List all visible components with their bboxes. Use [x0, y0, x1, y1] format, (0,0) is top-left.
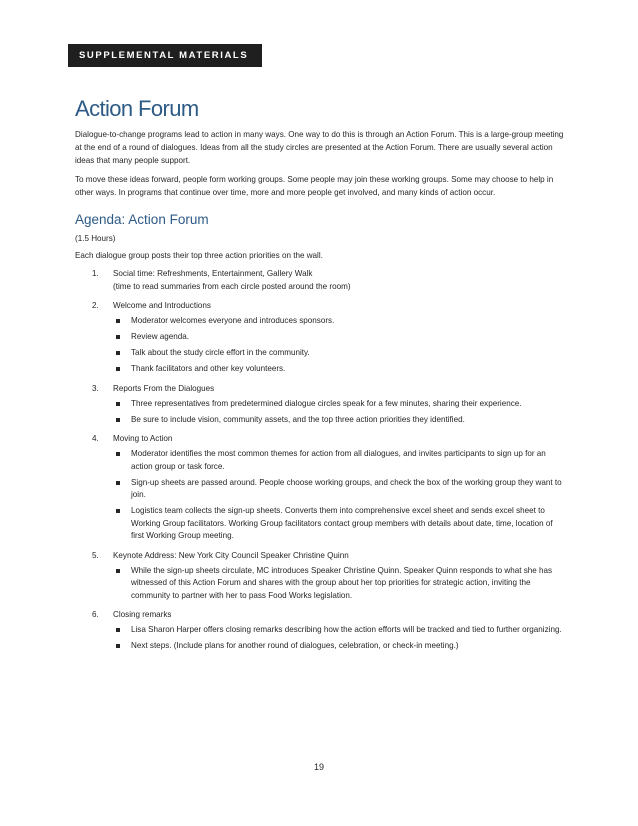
- step-bullets: [113, 565, 565, 603]
- list-item: [113, 505, 565, 543]
- square-bullet-icon: [116, 509, 120, 513]
- step-number: 5.: [92, 550, 99, 560]
- step-number: 3.: [92, 383, 99, 393]
- square-bullet-icon: [116, 481, 120, 485]
- list-item: [113, 477, 565, 502]
- bullet-text: Talk about the study circle effort in the community.: [131, 348, 310, 357]
- list-item: [113, 315, 565, 328]
- list-item: [113, 347, 565, 360]
- bullet-text: Logistics team collects the sign-up sheets. Converts them into comprehensive excel sheet and sends excel sheet to Working Group facilitators. Working Group facilitators contact group members with details about date, time, location of first Working Group meeting.: [131, 506, 553, 540]
- list-item: [113, 414, 565, 427]
- step-number: 6.: [92, 610, 99, 619]
- square-bullet-icon: [116, 402, 120, 406]
- step-number: 1.: [92, 269, 99, 278]
- list-item: [113, 363, 565, 376]
- square-bullet-icon: [116, 569, 120, 573]
- square-bullet-icon: [116, 452, 120, 456]
- step-subtitle: (time to read summaries from each circle posted around the room): [113, 282, 351, 291]
- bullet-text: Moderator welcomes everyone and introduces sponsors.: [131, 316, 335, 325]
- step-bullets: [113, 624, 565, 653]
- step-title: Closing remarks: [113, 610, 172, 619]
- list-item: [113, 448, 565, 473]
- page-number: 19: [313, 762, 324, 772]
- bullet-text: While the sign-up sheets circulate, MC introduces Speaker Christine Quinn. Speaker Quinn responds to what she has witnessed of this Action Forum and shares with the group about her top priorities for strategic action, inviting the community to partner with her to pass Food Works legislation.: [131, 565, 553, 600]
- step-bullets: [113, 448, 565, 543]
- square-bullet-icon: [116, 319, 120, 323]
- step-title: Welcome and Introductions: [113, 301, 211, 310]
- square-bullet-icon: [116, 351, 120, 355]
- step-number: 4.: [92, 434, 99, 443]
- agenda-step: [75, 608, 565, 653]
- bullet-text: Review agenda.: [131, 332, 190, 341]
- agenda-steps: [75, 267, 565, 653]
- list-item: [113, 331, 565, 344]
- intro-paragraph-1: Dialogue-to-change programs lead to action in many ways. One way to do this is through an Action Forum. This is a large-group meeting at the end of a round of dialogues. Ideas from all the study circles are presented at the Action Forum. There are usually several action ideas that many people support.: [75, 130, 564, 165]
- agenda-lead: Each dialogue group posts their top three action priorities on the wall.: [75, 251, 323, 260]
- agenda-step: [75, 299, 565, 376]
- agenda-heading: Agenda: Action Forum: [75, 212, 209, 227]
- section-banner: SUPPLEMENTAL MATERIALS: [68, 44, 262, 67]
- square-bullet-icon: [116, 335, 120, 339]
- step-title: Keynote Address: New York City Council Speaker Christine Quinn: [113, 550, 349, 560]
- bullet-text: Moderator identifies the most common themes for action from all dialogues, and invites participants to sign up for an action group or task force.: [131, 449, 546, 471]
- page-content: [75, 94, 565, 659]
- step-bullets: [113, 315, 565, 376]
- list-item: [113, 398, 565, 411]
- list-item: [113, 565, 565, 603]
- bullet-text: Sign-up sheets are passed around. People choose working groups, and check the box of the working group they want to join.: [131, 477, 562, 499]
- bullet-text: Next steps. (Include plans for another round of dialogues, celebration, or check-in meeting.): [131, 641, 459, 650]
- step-title: Reports From the Dialogues: [113, 383, 215, 393]
- step-number: 2.: [92, 301, 99, 310]
- square-bullet-icon: [116, 418, 120, 422]
- step-title: Social time: Refreshments, Entertainment, Gallery Walk: [113, 269, 313, 278]
- agenda-step: [75, 382, 565, 427]
- bullet-text: Lisa Sharon Harper offers closing remarks describing how the action efforts will be tracked and tied to further organizing.: [131, 625, 562, 634]
- bullet-text: Three representatives from predetermined dialogue circles speak for a few minutes, sharing their experience.: [131, 398, 522, 408]
- agenda-step: [75, 432, 565, 543]
- bullet-text: Be sure to include vision, community assets, and the top three action priorities they identified.: [131, 414, 465, 424]
- step-bullets: [113, 398, 565, 427]
- bullet-text: Thank facilitators and other key volunteers.: [131, 364, 286, 373]
- agenda-step: [75, 549, 565, 603]
- list-item: [113, 640, 565, 653]
- agenda-step: [75, 267, 565, 293]
- square-bullet-icon: [116, 367, 120, 371]
- step-title: Moving to Action: [113, 434, 173, 443]
- square-bullet-icon: [116, 628, 120, 632]
- page-title: Action Forum: [75, 96, 199, 121]
- intro-paragraph-2: To move these ideas forward, people form working groups. Some people may join these working groups. Some may choose to help in other ways. In programs that continue over time, more and more people get involved, and many kinds of action occur.: [75, 175, 554, 197]
- agenda-duration: (1.5 Hours): [75, 234, 116, 243]
- square-bullet-icon: [116, 644, 120, 648]
- list-item: [113, 624, 565, 637]
